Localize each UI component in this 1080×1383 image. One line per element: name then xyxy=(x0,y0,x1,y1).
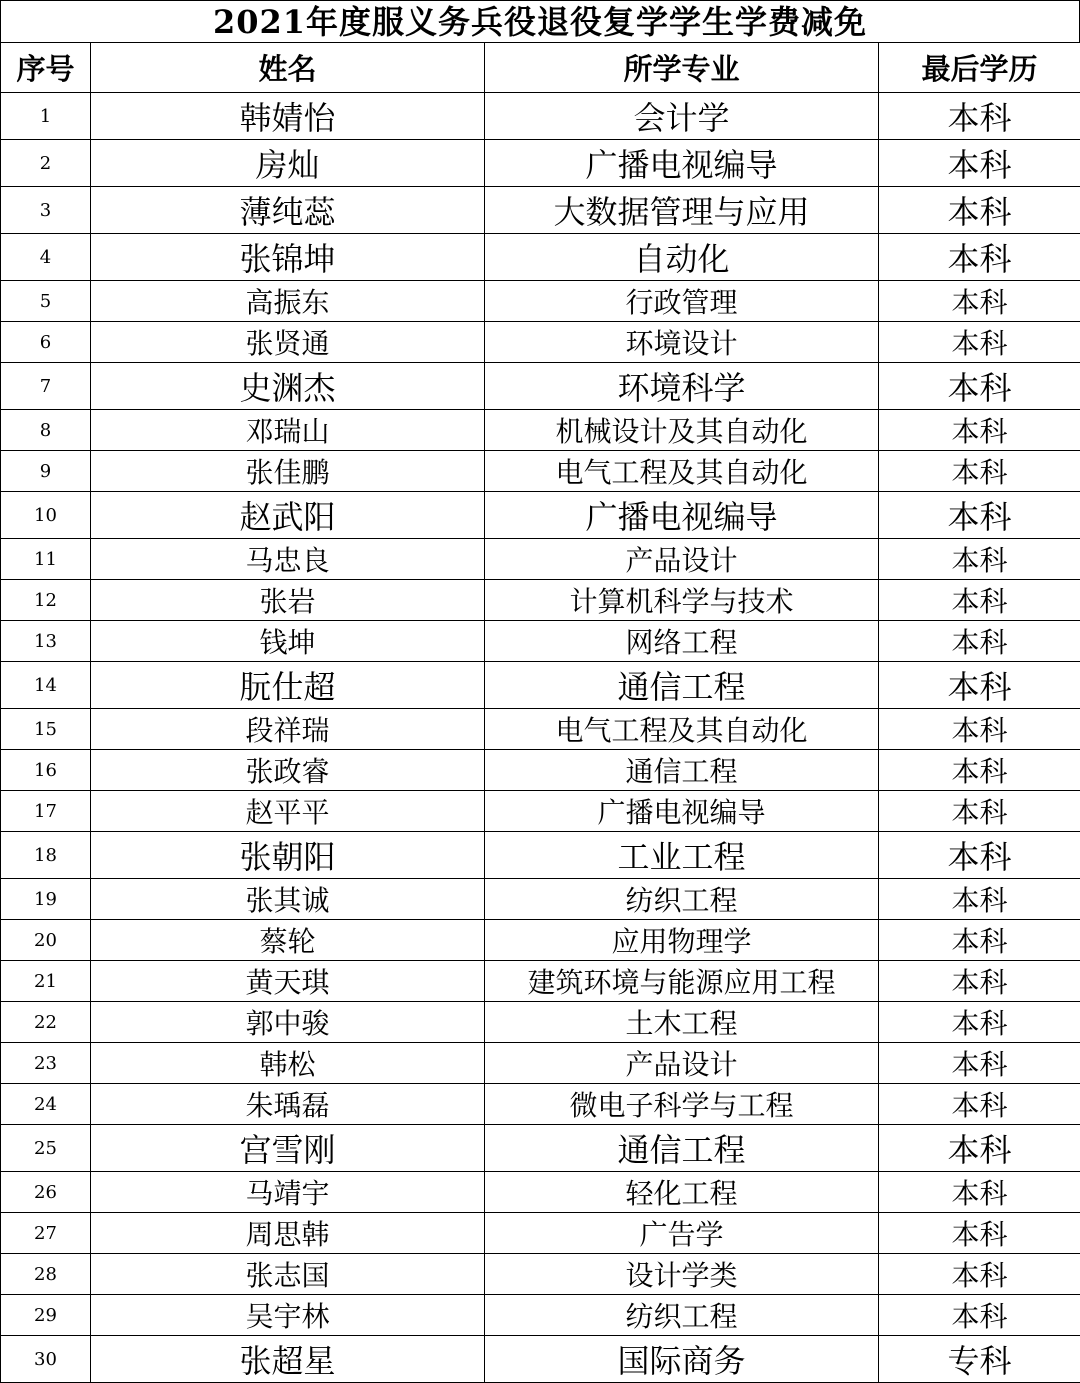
row-number: 24 xyxy=(1,1084,91,1125)
education-level: 本科 xyxy=(879,920,1080,961)
education-level: 本科 xyxy=(879,1043,1080,1084)
education-level: 本科 xyxy=(879,410,1080,451)
table-body xyxy=(1,93,1080,1383)
student-name: 张其诚 xyxy=(91,879,485,920)
document-title: 2021年度服义务兵役退役复学学生学费减免 xyxy=(0,0,1080,43)
table-row xyxy=(1,187,1080,234)
row-number: 5 xyxy=(1,281,91,322)
table-row xyxy=(1,140,1080,187)
table-row xyxy=(1,1172,1080,1213)
row-number: 21 xyxy=(1,961,91,1002)
student-major: 计算机科学与技术 xyxy=(485,580,879,621)
student-major: 纺织工程 xyxy=(485,1295,879,1336)
row-number: 8 xyxy=(1,410,91,451)
student-major: 自动化 xyxy=(485,234,879,281)
student-major: 建筑环境与能源应用工程 xyxy=(485,961,879,1002)
row-number: 4 xyxy=(1,234,91,281)
education-level: 本科 xyxy=(879,539,1080,580)
student-name: 邓瑞山 xyxy=(91,410,485,451)
student-major: 行政管理 xyxy=(485,281,879,322)
header-major: 所学专业 xyxy=(485,43,879,93)
student-name: 张朝阳 xyxy=(91,832,485,879)
student-major: 产品设计 xyxy=(485,1043,879,1084)
student-name: 赵平平 xyxy=(91,791,485,832)
row-number: 14 xyxy=(1,662,91,709)
education-level: 本科 xyxy=(879,281,1080,322)
student-name: 郭中骏 xyxy=(91,1002,485,1043)
education-level: 本科 xyxy=(879,709,1080,750)
table-row xyxy=(1,920,1080,961)
student-major: 环境设计 xyxy=(485,322,879,363)
table-row xyxy=(1,1336,1080,1383)
education-level: 本科 xyxy=(879,1002,1080,1043)
student-name: 张佳鹏 xyxy=(91,451,485,492)
table-row xyxy=(1,93,1080,140)
education-level: 专科 xyxy=(879,1336,1080,1383)
row-number: 3 xyxy=(1,187,91,234)
row-number: 20 xyxy=(1,920,91,961)
student-name: 韩松 xyxy=(91,1043,485,1084)
student-major: 机械设计及其自动化 xyxy=(485,410,879,451)
student-name: 赵武阳 xyxy=(91,492,485,539)
student-name: 蔡轮 xyxy=(91,920,485,961)
table-row xyxy=(1,451,1080,492)
table-row xyxy=(1,1213,1080,1254)
student-name: 高振东 xyxy=(91,281,485,322)
student-name: 张贤通 xyxy=(91,322,485,363)
student-name: 马忠良 xyxy=(91,539,485,580)
table-row xyxy=(1,1043,1080,1084)
row-number: 6 xyxy=(1,322,91,363)
education-level: 本科 xyxy=(879,492,1080,539)
student-major: 国际商务 xyxy=(485,1336,879,1383)
student-major: 广播电视编导 xyxy=(485,140,879,187)
row-number: 29 xyxy=(1,1295,91,1336)
student-name: 朊仕超 xyxy=(91,662,485,709)
student-major: 广告学 xyxy=(485,1213,879,1254)
row-number: 22 xyxy=(1,1002,91,1043)
student-name: 薄纯蕊 xyxy=(91,187,485,234)
student-name: 段祥瑞 xyxy=(91,709,485,750)
student-major: 微电子科学与工程 xyxy=(485,1084,879,1125)
student-name: 吴宇林 xyxy=(91,1295,485,1336)
student-major: 网络工程 xyxy=(485,621,879,662)
table-row xyxy=(1,1084,1080,1125)
student-name: 朱瑀磊 xyxy=(91,1084,485,1125)
table-row xyxy=(1,750,1080,791)
education-level: 本科 xyxy=(879,1213,1080,1254)
student-name: 马靖宇 xyxy=(91,1172,485,1213)
table-row xyxy=(1,363,1080,410)
education-level: 本科 xyxy=(879,451,1080,492)
table-row xyxy=(1,1125,1080,1172)
row-number: 7 xyxy=(1,363,91,410)
education-level: 本科 xyxy=(879,322,1080,363)
table-row xyxy=(1,281,1080,322)
row-number: 9 xyxy=(1,451,91,492)
student-name: 张岩 xyxy=(91,580,485,621)
education-level: 本科 xyxy=(879,791,1080,832)
row-number: 12 xyxy=(1,580,91,621)
student-major: 土木工程 xyxy=(485,1002,879,1043)
header-number: 序号 xyxy=(1,43,91,93)
student-name: 钱坤 xyxy=(91,621,485,662)
student-name: 黄天琪 xyxy=(91,961,485,1002)
table-row xyxy=(1,1254,1080,1295)
row-number: 11 xyxy=(1,539,91,580)
education-level: 本科 xyxy=(879,363,1080,410)
student-major: 通信工程 xyxy=(485,1125,879,1172)
education-level: 本科 xyxy=(879,187,1080,234)
table-row xyxy=(1,1002,1080,1043)
table-row xyxy=(1,492,1080,539)
student-name: 张志国 xyxy=(91,1254,485,1295)
student-major: 大数据管理与应用 xyxy=(485,187,879,234)
education-level: 本科 xyxy=(879,1295,1080,1336)
table-row xyxy=(1,879,1080,920)
education-level: 本科 xyxy=(879,662,1080,709)
student-name: 张超星 xyxy=(91,1336,485,1383)
table-row xyxy=(1,410,1080,451)
student-major: 通信工程 xyxy=(485,662,879,709)
student-name: 张锦坤 xyxy=(91,234,485,281)
row-number: 16 xyxy=(1,750,91,791)
education-level: 本科 xyxy=(879,750,1080,791)
student-major: 轻化工程 xyxy=(485,1172,879,1213)
student-name: 史渊杰 xyxy=(91,363,485,410)
student-major: 电气工程及其自动化 xyxy=(485,451,879,492)
row-number: 2 xyxy=(1,140,91,187)
row-number: 1 xyxy=(1,93,91,140)
table-row xyxy=(1,539,1080,580)
education-level: 本科 xyxy=(879,832,1080,879)
student-name: 房灿 xyxy=(91,140,485,187)
student-name: 周思韩 xyxy=(91,1213,485,1254)
row-number: 23 xyxy=(1,1043,91,1084)
row-number: 10 xyxy=(1,492,91,539)
table-row xyxy=(1,662,1080,709)
student-major: 通信工程 xyxy=(485,750,879,791)
education-level: 本科 xyxy=(879,1084,1080,1125)
student-major: 产品设计 xyxy=(485,539,879,580)
table-row xyxy=(1,832,1080,879)
student-major: 会计学 xyxy=(485,93,879,140)
education-level: 本科 xyxy=(879,621,1080,662)
header-name: 姓名 xyxy=(91,43,485,93)
student-name: 张政睿 xyxy=(91,750,485,791)
student-major: 广播电视编导 xyxy=(485,492,879,539)
education-level: 本科 xyxy=(879,879,1080,920)
education-level: 本科 xyxy=(879,1125,1080,1172)
table-row xyxy=(1,709,1080,750)
row-number: 28 xyxy=(1,1254,91,1295)
table-row xyxy=(1,322,1080,363)
education-level: 本科 xyxy=(879,140,1080,187)
table-row xyxy=(1,961,1080,1002)
row-number: 30 xyxy=(1,1336,91,1383)
student-major: 应用物理学 xyxy=(485,920,879,961)
row-number: 27 xyxy=(1,1213,91,1254)
tuition-waiver-table xyxy=(0,42,1080,1383)
education-level: 本科 xyxy=(879,93,1080,140)
header-row xyxy=(1,43,1080,93)
student-major: 环境科学 xyxy=(485,363,879,410)
student-name: 韩婧怡 xyxy=(91,93,485,140)
education-level: 本科 xyxy=(879,1172,1080,1213)
header-education: 最后学历 xyxy=(879,43,1080,93)
table-row xyxy=(1,621,1080,662)
row-number: 19 xyxy=(1,879,91,920)
table-row xyxy=(1,234,1080,281)
table-row xyxy=(1,791,1080,832)
row-number: 17 xyxy=(1,791,91,832)
student-major: 设计学类 xyxy=(485,1254,879,1295)
table-row xyxy=(1,580,1080,621)
student-major: 纺织工程 xyxy=(485,879,879,920)
row-number: 26 xyxy=(1,1172,91,1213)
student-major: 广播电视编导 xyxy=(485,791,879,832)
student-name: 宫雪刚 xyxy=(91,1125,485,1172)
education-level: 本科 xyxy=(879,234,1080,281)
row-number: 25 xyxy=(1,1125,91,1172)
education-level: 本科 xyxy=(879,1254,1080,1295)
row-number: 18 xyxy=(1,832,91,879)
student-major: 电气工程及其自动化 xyxy=(485,709,879,750)
row-number: 13 xyxy=(1,621,91,662)
row-number: 15 xyxy=(1,709,91,750)
education-level: 本科 xyxy=(879,961,1080,1002)
education-level: 本科 xyxy=(879,580,1080,621)
student-major: 工业工程 xyxy=(485,832,879,879)
